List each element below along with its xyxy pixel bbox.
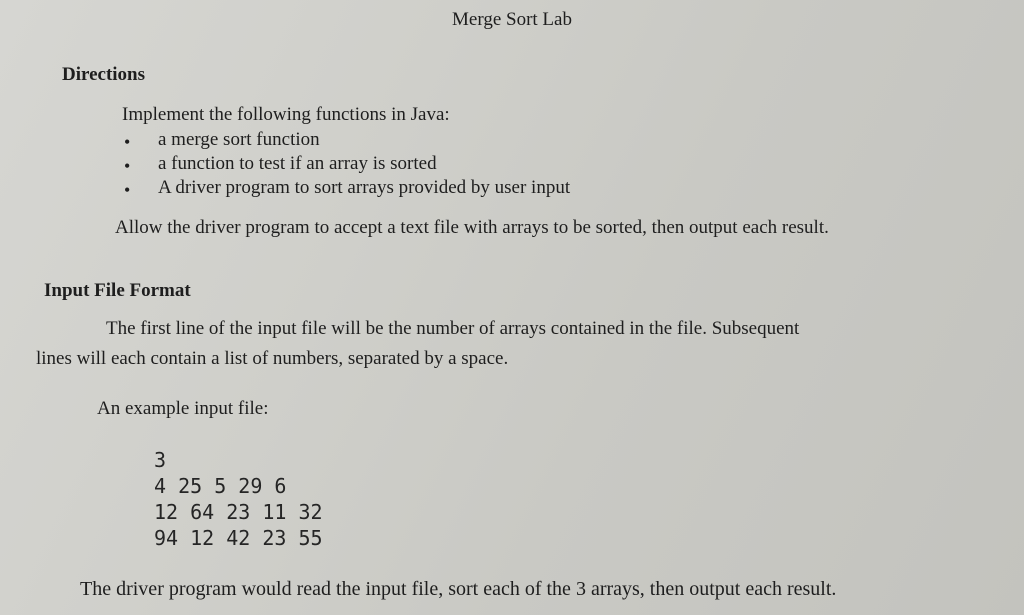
directions-heading: Directions	[62, 64, 146, 85]
format-paragraph-line-1: The first line of the input file will be the number of arrays contained in the file. Subsequent	[106, 318, 800, 339]
input-format-heading: Input File Format	[44, 280, 191, 301]
list-item: • A driver program to sort arrays provided by user input	[124, 176, 570, 200]
code-line: 3	[154, 448, 167, 472]
allow-paragraph: Allow the driver program to accept a text file with arrays to be sorted, then output each result.	[115, 217, 829, 238]
list-item: • a function to test if an array is sorted	[124, 152, 570, 176]
directions-intro: Implement the following functions in Java:	[122, 104, 450, 125]
code-line: 12 64 23 11 32	[154, 500, 323, 524]
code-line: 4 25 5 29 6	[154, 474, 287, 498]
code-line: 94 12 42 23 55	[154, 526, 323, 550]
format-paragraph-line-2: lines will each contain a list of numbers, separated by a space.	[36, 348, 509, 369]
example-input-file	[154, 447, 323, 551]
closing-paragraph: The driver program would read the input file, sort each of the 3 arrays, then output each result.	[80, 578, 837, 600]
list-item: • a merge sort function	[124, 128, 570, 152]
function-list	[124, 128, 570, 200]
document-title: Merge Sort Lab	[452, 9, 572, 30]
example-label: An example input file:	[97, 398, 269, 419]
